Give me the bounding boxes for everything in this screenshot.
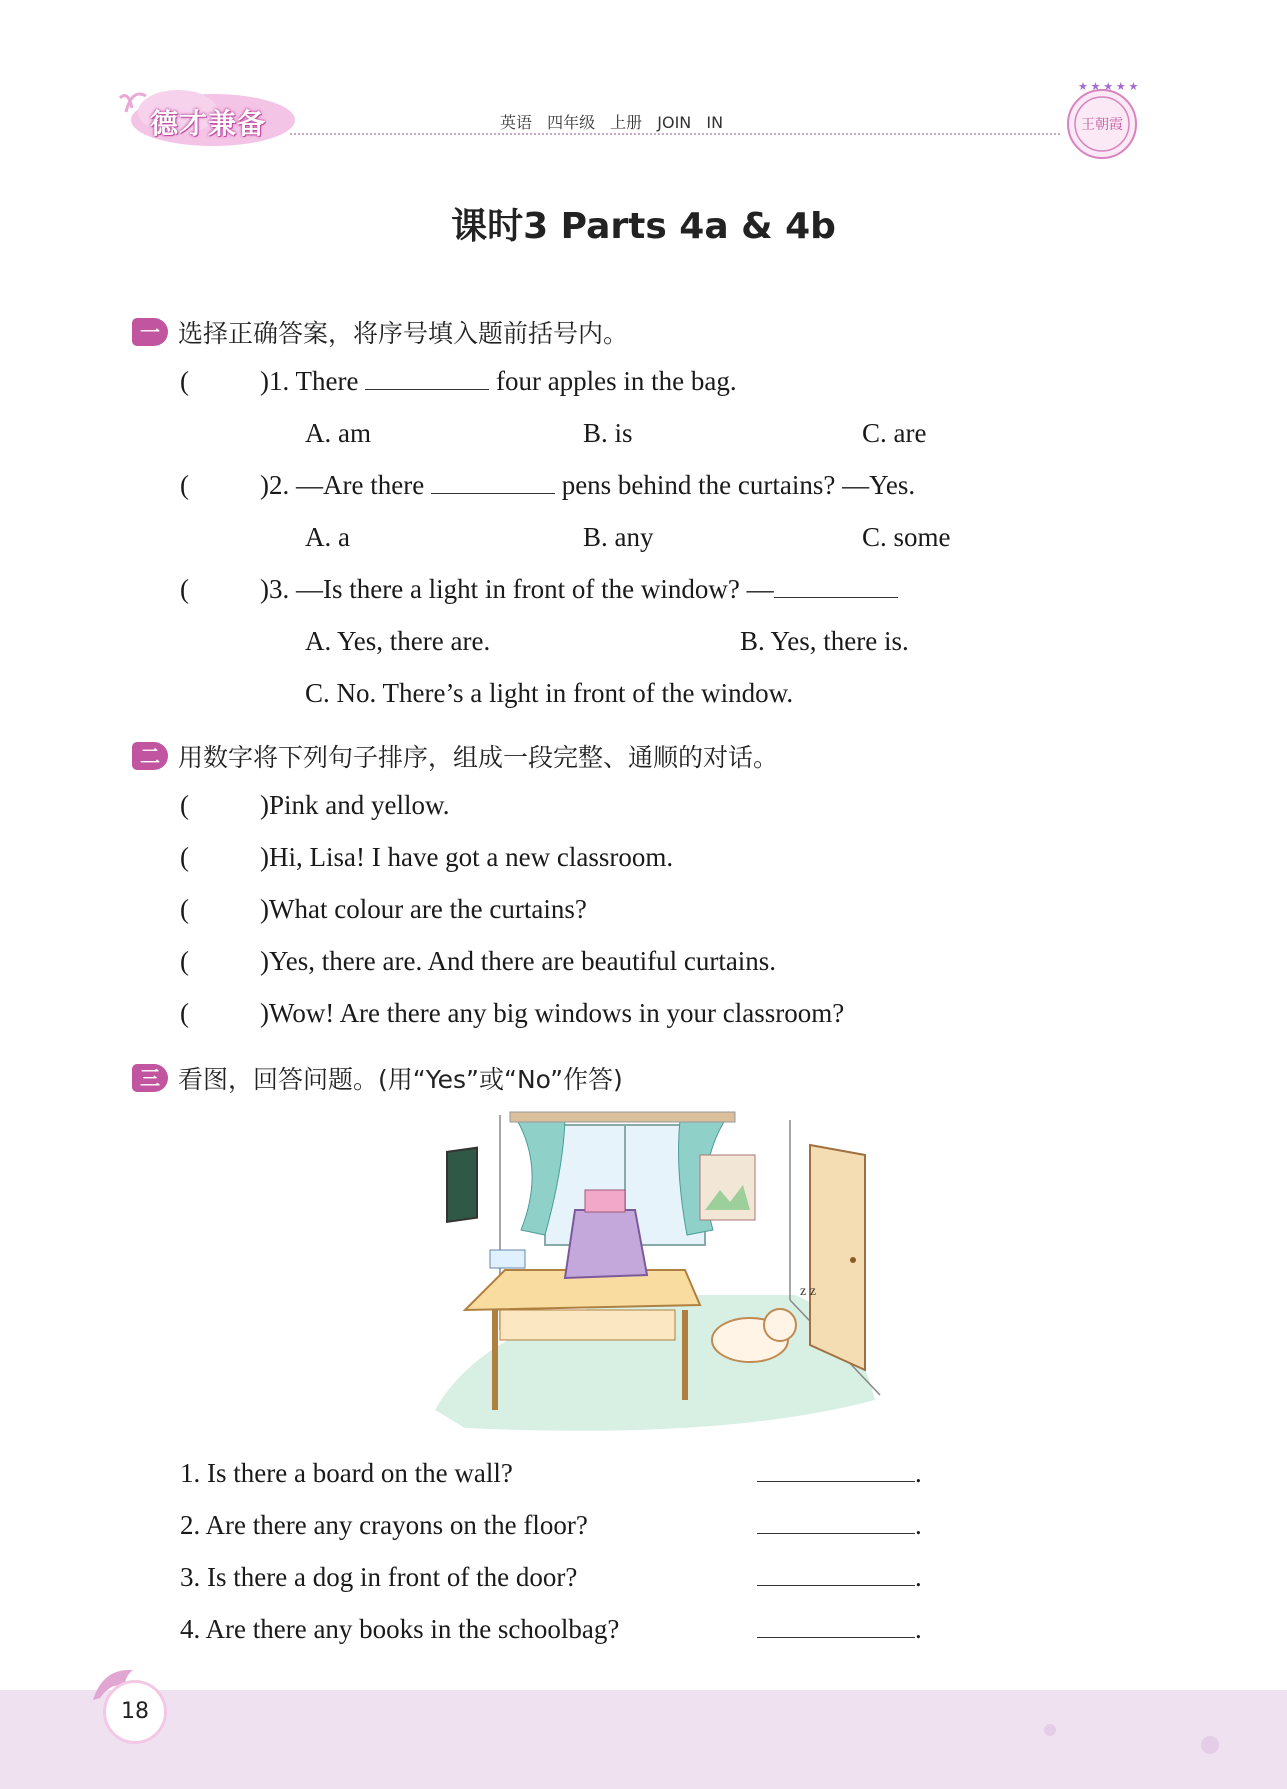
option-1c: C. are xyxy=(862,418,927,448)
section-1-badge: 一 xyxy=(132,318,168,346)
answer-blank[interactable] xyxy=(431,471,555,494)
answer-paren: ( xyxy=(180,998,189,1028)
question-2-rest: pens behind the curtains? —Yes. xyxy=(561,470,916,500)
answer-blank[interactable] xyxy=(757,1615,915,1638)
answer-blank[interactable] xyxy=(757,1459,915,1482)
blackboard-icon xyxy=(447,1148,477,1222)
svg-text:★ ★ ★ ★ ★: ★ ★ ★ ★ ★ xyxy=(1078,81,1139,93)
dialogue-line: )Pink and yellow. xyxy=(260,790,450,820)
option-2a: A. a xyxy=(305,522,350,552)
page-title: 课时3 Parts 4a & 4b xyxy=(451,206,836,247)
footer-band xyxy=(0,1690,1287,1789)
picture-answer-2[interactable] xyxy=(757,1510,922,1541)
question-1 xyxy=(260,366,737,397)
section-2-heading xyxy=(132,740,778,772)
schoolbag-icon xyxy=(565,1210,647,1278)
picture-answer-4[interactable] xyxy=(757,1614,922,1645)
page-number: 18 xyxy=(103,1680,167,1744)
option-3a: A. Yes, there are. xyxy=(305,626,491,656)
answer-paren: ( xyxy=(180,470,189,500)
answer-paren: ( xyxy=(180,946,189,976)
author-seal-icon xyxy=(1062,78,1142,164)
question-3-text: )3. —Is there a light in front of the window? — xyxy=(260,574,774,604)
section-3-badge: 三 xyxy=(132,1064,168,1092)
section-2-badge: 二 xyxy=(132,742,168,770)
answer-period: . xyxy=(915,1510,922,1540)
option-3b: B. Yes, there is. xyxy=(740,626,909,656)
answer-blank[interactable] xyxy=(774,575,898,598)
section-3-instruction: 看图，回答问题。(用“Yes”或“No”作答) xyxy=(178,1065,623,1094)
question-1-text: )1. There xyxy=(260,366,359,396)
classroom-illustration xyxy=(425,1110,890,1435)
answer-paren: ( xyxy=(180,894,189,924)
book-info: 英语 四年级 上册 JOIN IN xyxy=(500,113,724,132)
answer-paren: ( xyxy=(180,574,189,604)
answer-blank[interactable] xyxy=(757,1563,915,1586)
books-icon xyxy=(490,1250,525,1268)
section-2-instruction: 用数字将下列句子排序，组成一段完整、通顺的对话。 xyxy=(178,743,779,772)
answer-blank[interactable] xyxy=(757,1511,915,1534)
section-1-instruction: 选择正确答案，将序号填入题前括号内。 xyxy=(178,319,629,348)
option-1b: B. is xyxy=(583,418,633,448)
answer-paren: ( xyxy=(180,790,189,820)
answer-blank[interactable] xyxy=(365,367,489,390)
header-divider xyxy=(290,133,1060,135)
answer-period: . xyxy=(915,1458,922,1488)
dialogue-line: )Hi, Lisa! I have got a new classroom. xyxy=(260,842,674,872)
brand-logo-text: 德才兼备 xyxy=(150,107,267,140)
picture-question-3: 3. Is there a dog in front of the door? xyxy=(180,1562,578,1592)
dialogue-line: )Wow! Are there any big windows in your classroom? xyxy=(260,998,845,1028)
picture-answer-1[interactable] xyxy=(757,1458,922,1489)
option-2c: C. some xyxy=(862,522,951,552)
question-2 xyxy=(260,470,915,501)
option-2b: B. any xyxy=(583,522,654,552)
answer-period: . xyxy=(915,1614,922,1644)
section-1-heading xyxy=(132,316,628,348)
question-2-text: )2. —Are there xyxy=(260,470,425,500)
dialogue-line: )Yes, there are. And there are beautiful curtains. xyxy=(260,946,777,976)
picture-question-1: 1. Is there a board on the wall? xyxy=(180,1458,513,1488)
question-3 xyxy=(260,574,898,605)
picture-question-2: 2. Are there any crayons on the floor? xyxy=(180,1510,588,1540)
answer-paren: ( xyxy=(180,366,189,396)
picture-answer-3[interactable] xyxy=(757,1562,922,1593)
picture-question-4: 4. Are there any books in the schoolbag? xyxy=(180,1614,620,1644)
option-3c: C. No. There’s a light in front of the window. xyxy=(305,678,794,708)
svg-text:z z: z z xyxy=(800,1284,816,1299)
door-icon xyxy=(810,1145,865,1370)
answer-period: . xyxy=(915,1562,922,1592)
answer-paren: ( xyxy=(180,842,189,872)
option-1a: A. am xyxy=(305,418,371,448)
seal-text: 王朝霞 xyxy=(1081,117,1123,133)
question-1-rest: four apples in the bag. xyxy=(495,366,737,396)
dialogue-line: )What colour are the curtains? xyxy=(260,894,587,924)
section-3-heading xyxy=(132,1062,623,1094)
